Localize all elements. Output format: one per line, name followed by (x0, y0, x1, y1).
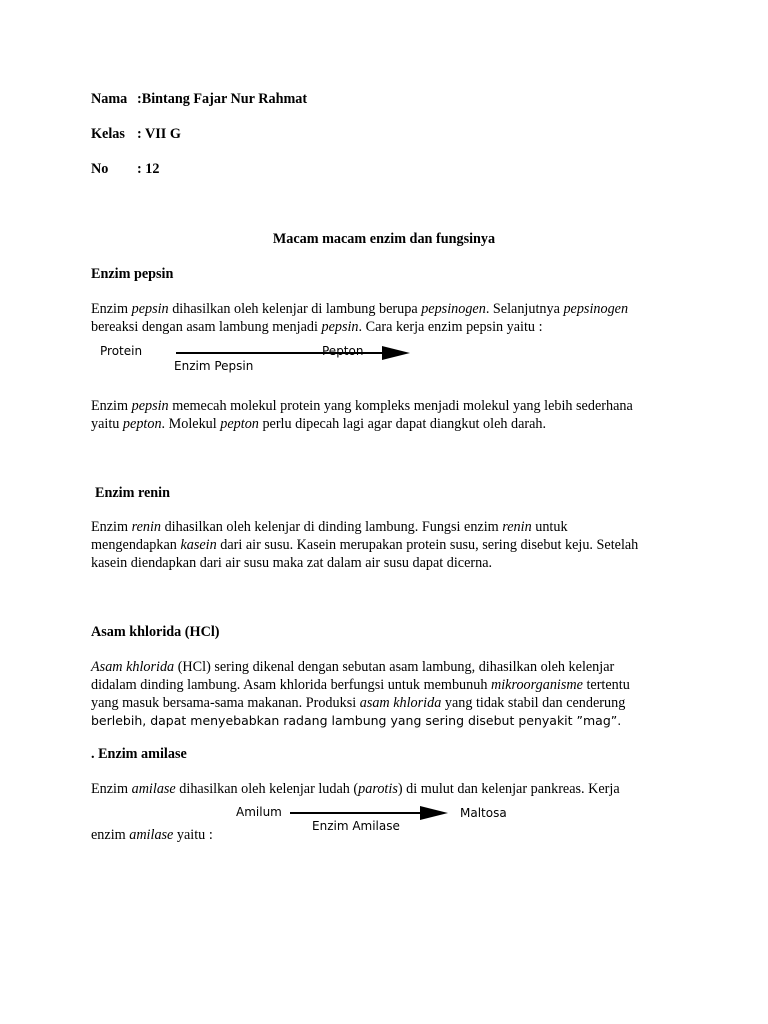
amilase-p1-line1 (91, 780, 620, 798)
product-label: Pepton (322, 344, 364, 358)
text: yaitu (91, 416, 123, 432)
pepsin-p1-line2 (91, 318, 543, 336)
term: pepsin (131, 398, 169, 414)
text: . Cara kerja enzim pepsin yaitu : (358, 319, 543, 335)
text: Enzim (91, 519, 132, 535)
text: dihasilkan oleh kelenjar ludah ( (175, 781, 359, 797)
no-value: : 12 (137, 161, 160, 177)
text: mengendapkan (91, 537, 181, 553)
hcl-p1-line1 (91, 658, 614, 676)
text: memecah molekul protein yang kompleks menjadi molekul yang lebih sederhana (168, 398, 633, 414)
nama-value: :Bintang Fajar Nur Rahmat (137, 91, 308, 107)
heading-pepsin: Enzim pepsin (91, 266, 174, 282)
kelas-value: : VII G (137, 126, 181, 142)
text: Enzim (91, 301, 132, 317)
text: tertentu (582, 677, 630, 693)
renin-p1-line1 (91, 518, 568, 536)
identity-no (91, 160, 159, 178)
text: (HCl) sering dikenal dengan sebutan asam lambung, dihasilkan oleh kelenjar (174, 659, 615, 675)
no-label: No (91, 161, 109, 177)
term: renin (502, 519, 532, 535)
reactant-label: Amilum (236, 805, 282, 819)
renin-p1-line2 (91, 536, 638, 554)
text: dihasilkan oleh kelenjar di dinding lambung. Fungsi enzim (161, 519, 503, 535)
product-label: Maltosa (460, 806, 507, 820)
term: pepsinogen (421, 301, 486, 317)
term: amilase (129, 827, 174, 843)
text: kasein diendapkan dari air susu maka zat dalam air susu dapat dicerna. (91, 555, 493, 571)
text: . Molekul (161, 416, 221, 432)
term: asam khlorida (359, 695, 442, 711)
page-title: Macam macam enzim dan fungsinya (272, 231, 496, 247)
term: mikroorganisme (490, 677, 583, 693)
enzyme-label: Enzim Pepsin (174, 359, 254, 373)
text: enzim (91, 827, 130, 843)
text: Enzim (91, 781, 132, 797)
kelas-label: Kelas (91, 126, 125, 142)
term: parotis (358, 781, 398, 797)
hcl-p1-line2 (91, 676, 630, 694)
renin-p1-line3 (91, 554, 492, 572)
term: Asam khlorida (91, 659, 175, 675)
text: dihasilkan oleh kelenjar di lambung berupa (168, 301, 422, 317)
text: yang masuk bersama-sama makanan. Produksi (91, 695, 360, 711)
text: yang tidak stabil dan cenderung (441, 695, 626, 711)
nama-label: Nama (91, 91, 128, 107)
text: dari air susu. Kasein merupakan protein susu, sering disebut keju. Setelah (216, 537, 639, 553)
pepsin-reaction-diagram (96, 342, 376, 376)
term: pepton (122, 416, 162, 432)
amilase-reaction-diagram (236, 803, 536, 837)
heading-renin: Enzim renin (95, 485, 171, 501)
hcl-p1-line4 (91, 712, 621, 730)
term: kasein (180, 537, 217, 553)
enzyme-label: Enzim Amilase (312, 819, 400, 833)
heading-hcl: Asam khlorida (HCl) (91, 624, 220, 640)
text: ) di mulut dan kelenjar pankreas. Kerja (397, 781, 620, 797)
term: renin (131, 519, 162, 535)
text: perlu dipecah lagi agar dapat diangkut oleh darah. (258, 416, 547, 432)
pepsin-p2-line2 (91, 415, 546, 433)
hcl-p1-line3 (91, 694, 625, 712)
text: berlebih, dapat menyebabkan radang lambung yang sering disebut penyakit ”mag”. (91, 713, 622, 728)
text: untuk (531, 519, 568, 535)
identity-kelas (91, 125, 181, 143)
amilase-p1-line2 (91, 826, 213, 844)
text: Enzim (91, 398, 132, 414)
pepsin-p1-line1 (91, 300, 628, 318)
reactant-label: Protein (100, 344, 143, 358)
heading-amilase: . Enzim amilase (91, 746, 187, 762)
text: didalam dinding lambung. Asam khlorida berfungsi untuk membunuh (91, 677, 491, 693)
pepsin-p2-line1 (91, 397, 633, 415)
text: bereaksi dengan asam lambung menjadi (91, 319, 322, 335)
text: yaitu : (173, 827, 213, 843)
term: pepsin (131, 301, 169, 317)
term: pepton (220, 416, 259, 432)
term: pepsin (321, 319, 359, 335)
text: . Selanjutnya (485, 301, 564, 317)
identity-nama (91, 90, 307, 108)
term: pepsinogen (563, 301, 629, 317)
term: amilase (131, 781, 176, 797)
